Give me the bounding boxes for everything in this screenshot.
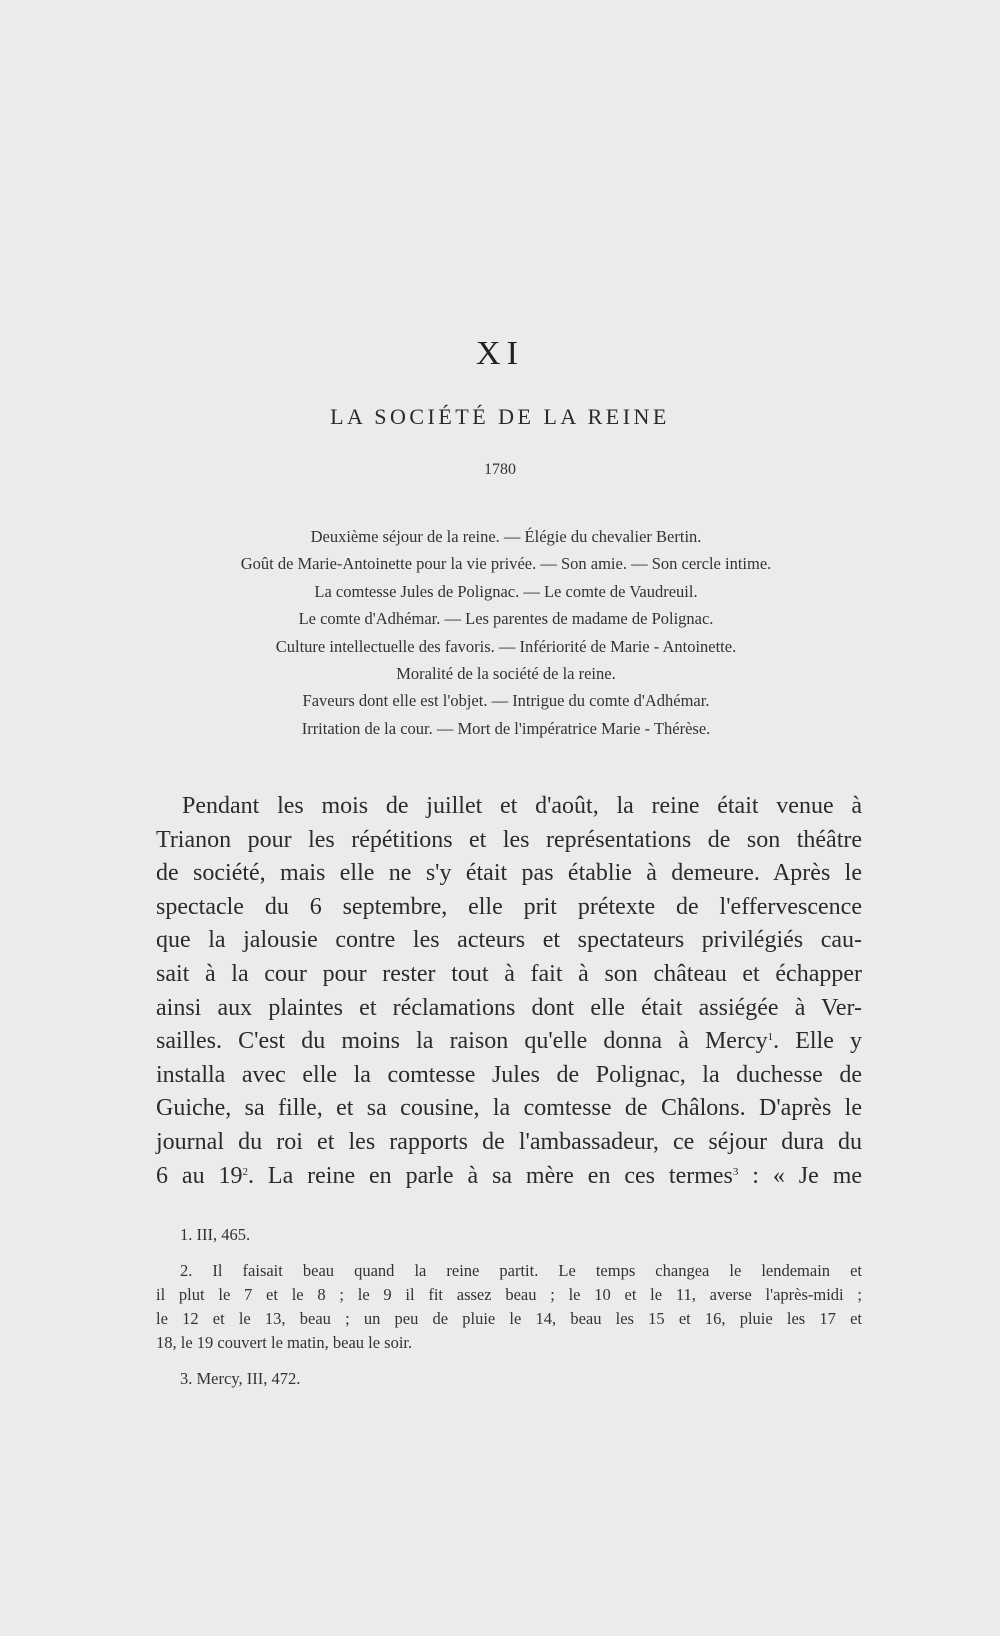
chapter-summary: [150, 523, 862, 742]
footnote-3: 3. Mercy, III, 472.: [180, 1369, 301, 1388]
body-line: installa avec elle la comtesse Jules de Polignac, la duchesse de: [156, 1061, 862, 1088]
footnote-ref: 2: [242, 1165, 248, 1178]
body-line: 6 au 19: [156, 1162, 243, 1189]
summary-line: Irritation de la cour. — Mort de l'impératrice Marie - Thérèse.: [301, 718, 711, 738]
body-line-tail: : « Je me: [738, 1162, 863, 1189]
body-line-with-ref: [156, 1025, 862, 1059]
summary-line: Goût de Marie-Antoinette pour la vie privée. — Son amie. — Son cercle intime.: [240, 554, 772, 574]
body-line: ainsi aux plaintes et réclamations dont elle était assiégée à Ver-: [156, 994, 862, 1021]
footnote-ref: 3: [732, 1165, 739, 1178]
body-paragraph: [156, 790, 862, 1193]
body-line-tail: . Elle y: [773, 1028, 862, 1055]
summary-line: Moralité de la société de la reine.: [396, 664, 616, 684]
chapter-year: 1780: [484, 461, 516, 478]
summary-line: Faveurs dont elle est l'objet. — Intrigue du comte d'Adhémar.: [302, 691, 710, 711]
body-line: Guiche, sa fille, et sa cousine, la comtesse de Châlons. D'après le: [156, 1095, 862, 1122]
summary-line: Deuxième séjour de la reine. — Élégie du chevalier Bertin.: [310, 527, 702, 546]
footnote-2-cont: il plut le 7 et le 8 ; le 9 il fit assez beau ; le 10 et le 11, averse l'après-midi ;: [156, 1285, 862, 1304]
summary-line: La comtesse Jules de Polignac. — Le comte de Vaudreuil.: [314, 581, 698, 601]
footnote-1: 1. III, 465.: [180, 1225, 251, 1244]
footnote-2-cont: 18, le 19 couvert le matin, beau le soir.: [156, 1333, 413, 1352]
body-line: La reine en parle à sa mère en ces termes: [267, 1162, 733, 1189]
chapter-title: LA SOCIÉTÉ DE LA REINE: [330, 404, 670, 429]
body-line: sait à la cour pour rester tout à fait à son château et échapper: [156, 960, 862, 987]
footnotes: [156, 1223, 862, 1391]
body-line: spectacle du 6 septembre, elle prit prétexte de l'effervescence: [156, 893, 862, 920]
body-line-with-refs: [156, 1160, 862, 1194]
footnote-ref: 1: [767, 1031, 774, 1044]
footnote-2-cont: le 12 et le 13, beau ; un peu de pluie le 14, beau les 15 et 16, pluie les 17 et: [156, 1309, 862, 1328]
body-line: que la jalousie contre les acteurs et spectateurs privilégiés cau-: [156, 927, 862, 954]
body-line: de société, mais elle ne s'y était pas établie à demeure. Après le: [156, 860, 862, 887]
summary-line: Culture intellectuelle des favoris. — Infériorité de Marie - Antoinette.: [275, 636, 737, 656]
body-line: sailles. C'est du moins la raison qu'elle donna à Mercy: [156, 1028, 768, 1055]
body-line: journal du roi et les rapports de l'ambassadeur, ce séjour dura du: [156, 1128, 862, 1155]
body-line: Pendant les mois de juillet et d'août, la reine était venue à: [182, 793, 862, 819]
footnote-2: 2. Il faisait beau quand la reine partit. Le temps changea le lendemain et: [180, 1261, 862, 1280]
summary-line: Le comte d'Adhémar. — Les parentes de madame de Polignac.: [298, 609, 714, 629]
body-line-tail: .: [247, 1162, 268, 1189]
body-line: Trianon pour les répétitions et les représentations de son théâtre: [156, 826, 862, 853]
chapter-number: XI: [476, 335, 524, 372]
